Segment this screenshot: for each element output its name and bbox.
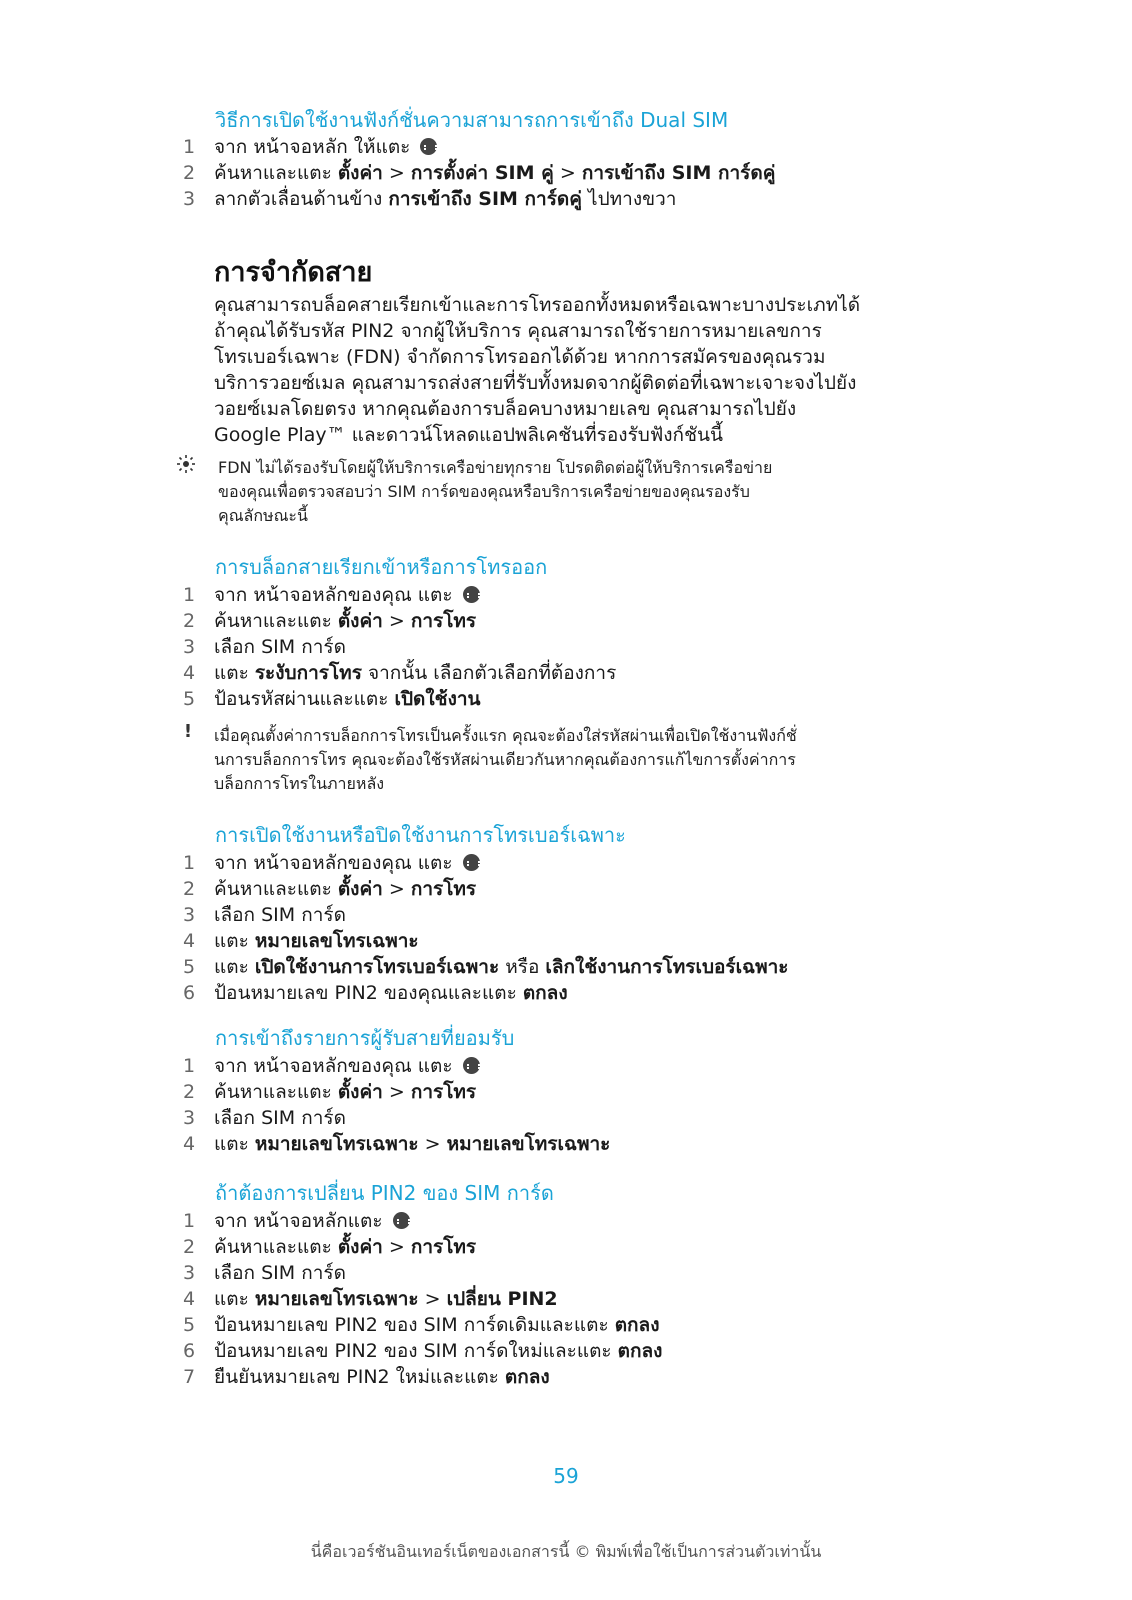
subsection-title-fdn-toggle: การเปิดใช้งานหรือปิดใช้งานการโทรเบอร์เฉพาะ: [215, 823, 626, 847]
apps-grid-icon: [393, 1212, 410, 1229]
apps-grid-icon: [463, 854, 480, 871]
subsection-title-call-barring: การบล็อกสายเรียกเข้าหรือการโทรออก: [215, 555, 548, 579]
apps-grid-icon: [463, 1057, 480, 1074]
exclamation-icon: !: [183, 721, 193, 742]
section-heading: การจำกัดสาย: [214, 257, 373, 288]
intro-paragraph: คุณสามารถบล็อคสายเรียกเข้าและการโทรออกทั้งหมดหรือเฉพาะบางประเภทได้ ถ้าคุณได้รับรหัส PIN2 จากผู้ให้บริการ คุณสามารถใช้รายการหมายเลขการ โทรเบอร์เฉพาะ (FDN) จำกัดการโทรออกได้ด้วย หากการสมัครของคุณรวม บริการวอยซ์เมล คุณสามารถส่งสายที่รับทั้งหมดจากผู้ติดต่อที่เฉพาะเจาะจงไปยัง วอยซ์เมลโดยตรง หากคุณต้องการบล็อคบางหมายเลข คุณสามารถไปยัง Google Play™ และดาวน์โหลดแอปพลิเคชันที่รองรับฟังก์ชันนี้: [214, 294, 861, 446]
tip-note: FDN ไม่ได้รองรับโดยผู้ให้บริการเครือข่ายทุกราย โปรดติดต่อผู้ให้บริการเครือข่าย ของคุณเพื่อตรวจสอบว่า SIM การ์ดของคุณหรือบริการเครือข่ายของคุณรองรับ คุณลักษณะนี้: [218, 458, 773, 525]
warning-note: เมื่อคุณตั้งค่าการบล็อกการโทรเป็นครั้งแรก คุณจะต้องใส่รหัสผ่านเพื่อเปิดใช้งานฟังก์ชั่ นการบล็อกการโทร คุณจะต้องใช้รหัสผ่านเดียวกันหากคุณต้องการแก้ไขการตั้งค่าการ บล็อกการโทรในภายหลัง: [214, 726, 797, 793]
apps-grid-icon: [463, 586, 480, 603]
footer-note: นี่คือเวอร์ชันอินเทอร์เน็ตของเอกสารนี้ © พิมพ์เพื่อใช้เป็นการส่วนตัวเท่านั้น: [310, 1542, 822, 1561]
manual-page: วิธีการเปิดใช้งานฟังก์ชั่นความสามารถการเข้าถึง Dual SIM 1 จาก หน้าจอหลัก ให้แตะ 2 ค้นหาและแตะ ตั้งค่า > การตั้งค่า SIM คู่ > การเข้าถึง SIM การ์ดคู่ 3 ลากตัวเลื่อนด้านข้าง การเข้าถึง SIM การ์ดคู่ ไปทางขวา การจำกัดสาย คุณสามารถบล็อคสายเรียกเข้าและการโทรออกทั้งหมดหรือเฉพาะบางประเภทได้ ถ้าคุณได้รับรหัส PIN2 จากผู้ให้บริการ คุณสามารถใช้รายการหมายเลขการ โทรเบอร์เฉพาะ (FDN) จำกัดการโทรออกได้ด้วย หากการสมัครของคุณรวม บริการวอยซ์เมล คุณสามารถส่งสายที่รับทั้งหมดจากผู้ติดต่อที่เฉพาะเจาะจงไปยัง วอยซ์เมลโดยตรง หากคุณต้องการบล็อคบางหมายเลข คุณสามารถไปยัง Google Play™ และดาวน์โหลดแอปพลิเคชันที่รองรับฟังก์ชันนี้ FDN ไม่ได้รองรับโดยผู้ให้บริการเครือข่ายทุกราย โปรดติดต่อผู้ให้บริการเครือข่าย ของคุณเพื่อตรวจสอบว่า SIM การ์ดของคุณหรือบริการเครือข่ายของคุณรองรับ คุณลักษณะนี้ การบล็อกสายเรียกเข้าหรือการโทรออก 1 จาก หน้าจอหลักของคุณ แตะ 2 ค้นหาและแตะ ตั้งค่า > การโทร 3 เลือก SIM การ์ด 4 แตะ ระงับการโทร จากนั้น เลือกตัวเลือกที่ต้องการ 5 ป้อนรหัสผ่านและแตะ เปิดใช้งาน ! เมื่อคุณตั้งค่าการบล็อกการโทรเป็นครั้งแรก คุณจะต้องใส่รหัสผ่านเพื่อเปิดใช้งานฟังก์ชั่ นการบล็อกการโทร คุณจะต้องใช้รหัสผ่านเดียวกันหากคุณต้องการแก้ไขการตั้งค่าการ บล็อกการโทรในภายหลัง การเปิดใช้งานหรือปิดใช้งานการโทรเบอร์เฉพาะ 1 จาก หน้าจอหลักของคุณ แตะ 2 ค้นหาและแตะ ตั้งค่า > การโทร 3 เลือก SIM การ์ด 4 แตะ หมายเลขโทรเฉพาะ 5 แตะ เปิดใช้งานการโทรเบอร์เฉพาะ หรือ เลิกใช้งานการโทรเบอร์เฉพาะ 6 ป้อนหมายเลข PIN2 ของคุณและแตะ ตกลง การเข้าถึงรายการผู้รับสายที่ยอมรับ 1 จาก หน้าจอหลักของคุณ แตะ 2 ค้นหาและแตะ ตั้งค่า > การโทร 3 เลือก SIM การ์ด 4 แตะ หมายเลขโทรเฉพาะ > หมายเลขโทรเฉพาะ ถ้าต้องการเปลี่ยน PIN2 ของ SIM การ์ด 1 จาก หน้าจอหลักแตะ 2 ค้นหาและแตะ ตั้งค่า > การโทร 3 เลือก SIM การ์ด 4 แตะ หมายเลขโทรเฉพาะ > เปลี่ยน PIN2 5 ป้อนหมายเลข PIN2 ของ SIM การ์ดเดิมและแตะ ตกลง 6 ป้อนหมายเลข PIN2 ของ SIM การ์ดใหม่และแตะ ตกลง 7 ยืนยันหมายเลข PIN2 ใหม่และแตะ ตกลง 59 นี่คือเวอร์ชันอินเทอร์เน็ตของเอกสารนี้ © พิมพ์เพื่อใช้เป็นการส่วนตัวเท่านั้น: [0, 0, 1132, 1600]
page-number: 59: [553, 1464, 579, 1488]
apps-grid-icon: [420, 138, 437, 155]
subsection-title-dual-sim: วิธีการเปิดใช้งานฟังก์ชั่นความสามารถการเข้าถึง Dual SIM: [215, 108, 729, 132]
subsection-title-accepted-list: การเข้าถึงรายการผู้รับสายที่ยอมรับ: [215, 1026, 515, 1050]
lightbulb-icon: [176, 454, 196, 474]
subsection-title-change-pin2: ถ้าต้องการเปลี่ยน PIN2 ของ SIM การ์ด: [215, 1181, 554, 1205]
